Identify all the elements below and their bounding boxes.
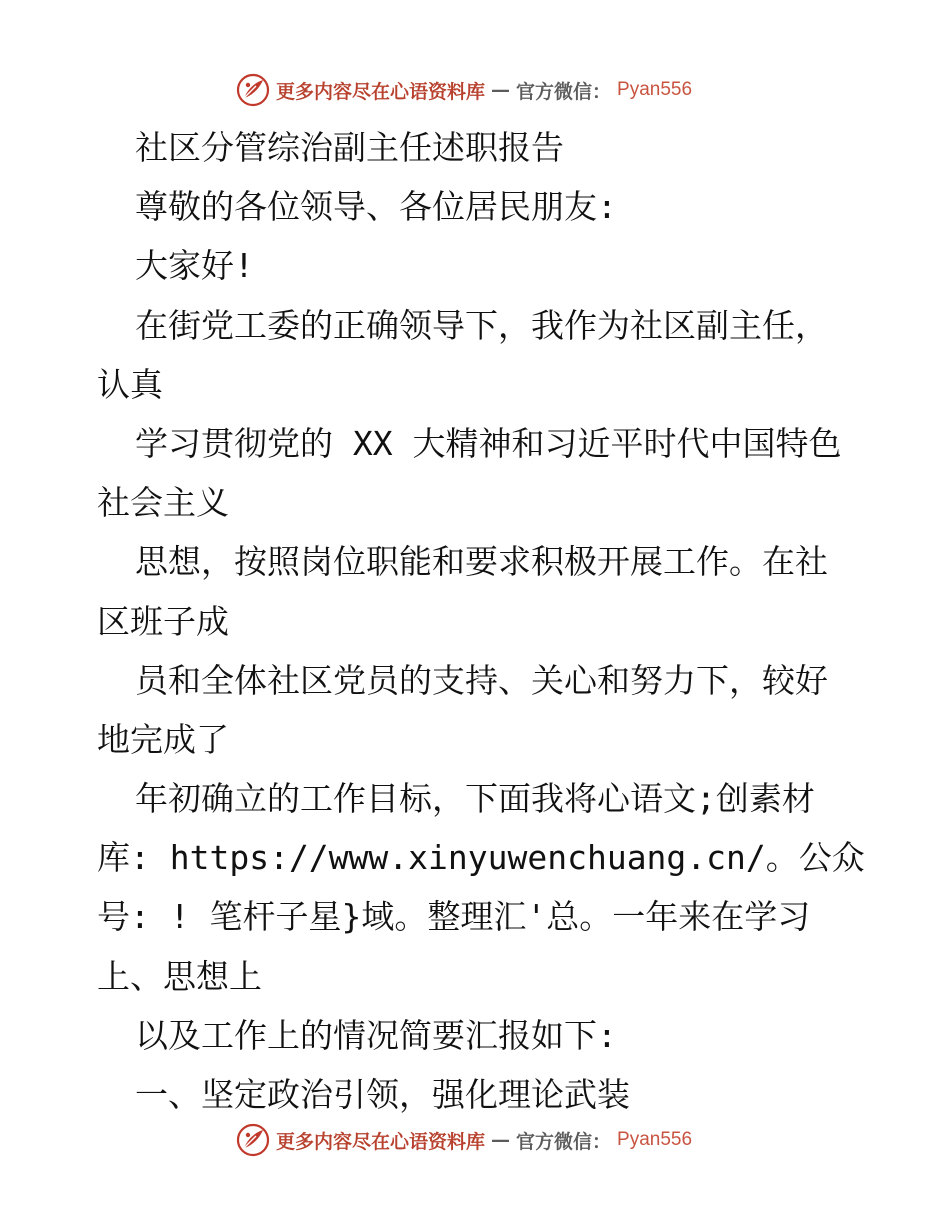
watermark-wechat-label: 官方微信： bbox=[516, 80, 612, 103]
paragraph-line: 员和全体社区党员的支持、关心和努力下，较好 bbox=[135, 660, 828, 700]
watermark-wechat-label: 官方微信： bbox=[516, 1130, 612, 1153]
quill-pen-logo-icon bbox=[236, 1123, 270, 1157]
watermark-dash: — bbox=[491, 79, 511, 101]
paragraph-line: 认真 bbox=[97, 364, 163, 404]
watermark-dash: — bbox=[491, 1129, 511, 1151]
watermark-text: 更多内容尽在心语资料库 bbox=[276, 1130, 486, 1153]
paragraph-line: 年初确立的工作目标，下面我将心语文;创素材 bbox=[135, 779, 815, 819]
paragraph-line: 学习贯彻党的 XX 大精神和习近平时代中国特色 bbox=[135, 423, 842, 463]
watermark-wechat-id: Pyan556 bbox=[617, 79, 693, 100]
watermark-footer bbox=[236, 1122, 692, 1158]
paragraph-line: 上、思想上 bbox=[97, 956, 262, 996]
paragraph-line: 社会主义 bbox=[97, 483, 229, 523]
salutation: 尊敬的各位领导、各位居民朋友: bbox=[135, 187, 617, 227]
watermark-text: 更多内容尽在心语资料库 bbox=[276, 80, 486, 103]
document-title: 社区分管综治副主任述职报告 bbox=[135, 128, 564, 167]
greeting: 大家好! bbox=[135, 246, 254, 286]
paragraph-line: 区班子成 bbox=[97, 601, 229, 641]
quill-pen-logo-icon bbox=[236, 73, 270, 107]
document-body bbox=[97, 118, 865, 1124]
paragraph-line: 库: https://www.xinyuwenchuang.cn/。公众 bbox=[97, 838, 865, 878]
watermark-wechat-id: Pyan556 bbox=[617, 1129, 693, 1150]
paragraph-line: 以及工作上的情况简要汇报如下: bbox=[135, 1015, 617, 1055]
paragraph-line: 号: ! 笔杆子星}域。整理汇'总。一年来在学习 bbox=[97, 897, 811, 937]
watermark-header bbox=[236, 72, 692, 108]
section-heading: 一、坚定政治引领，强化理论武装 bbox=[135, 1075, 630, 1114]
paragraph-line: 思想，按照岗位职能和要求积极开展工作。在社 bbox=[135, 542, 828, 582]
paragraph-line: 在街党工委的正确领导下，我作为社区副主任， bbox=[135, 305, 828, 345]
paragraph-line: 地完成了 bbox=[97, 719, 229, 759]
